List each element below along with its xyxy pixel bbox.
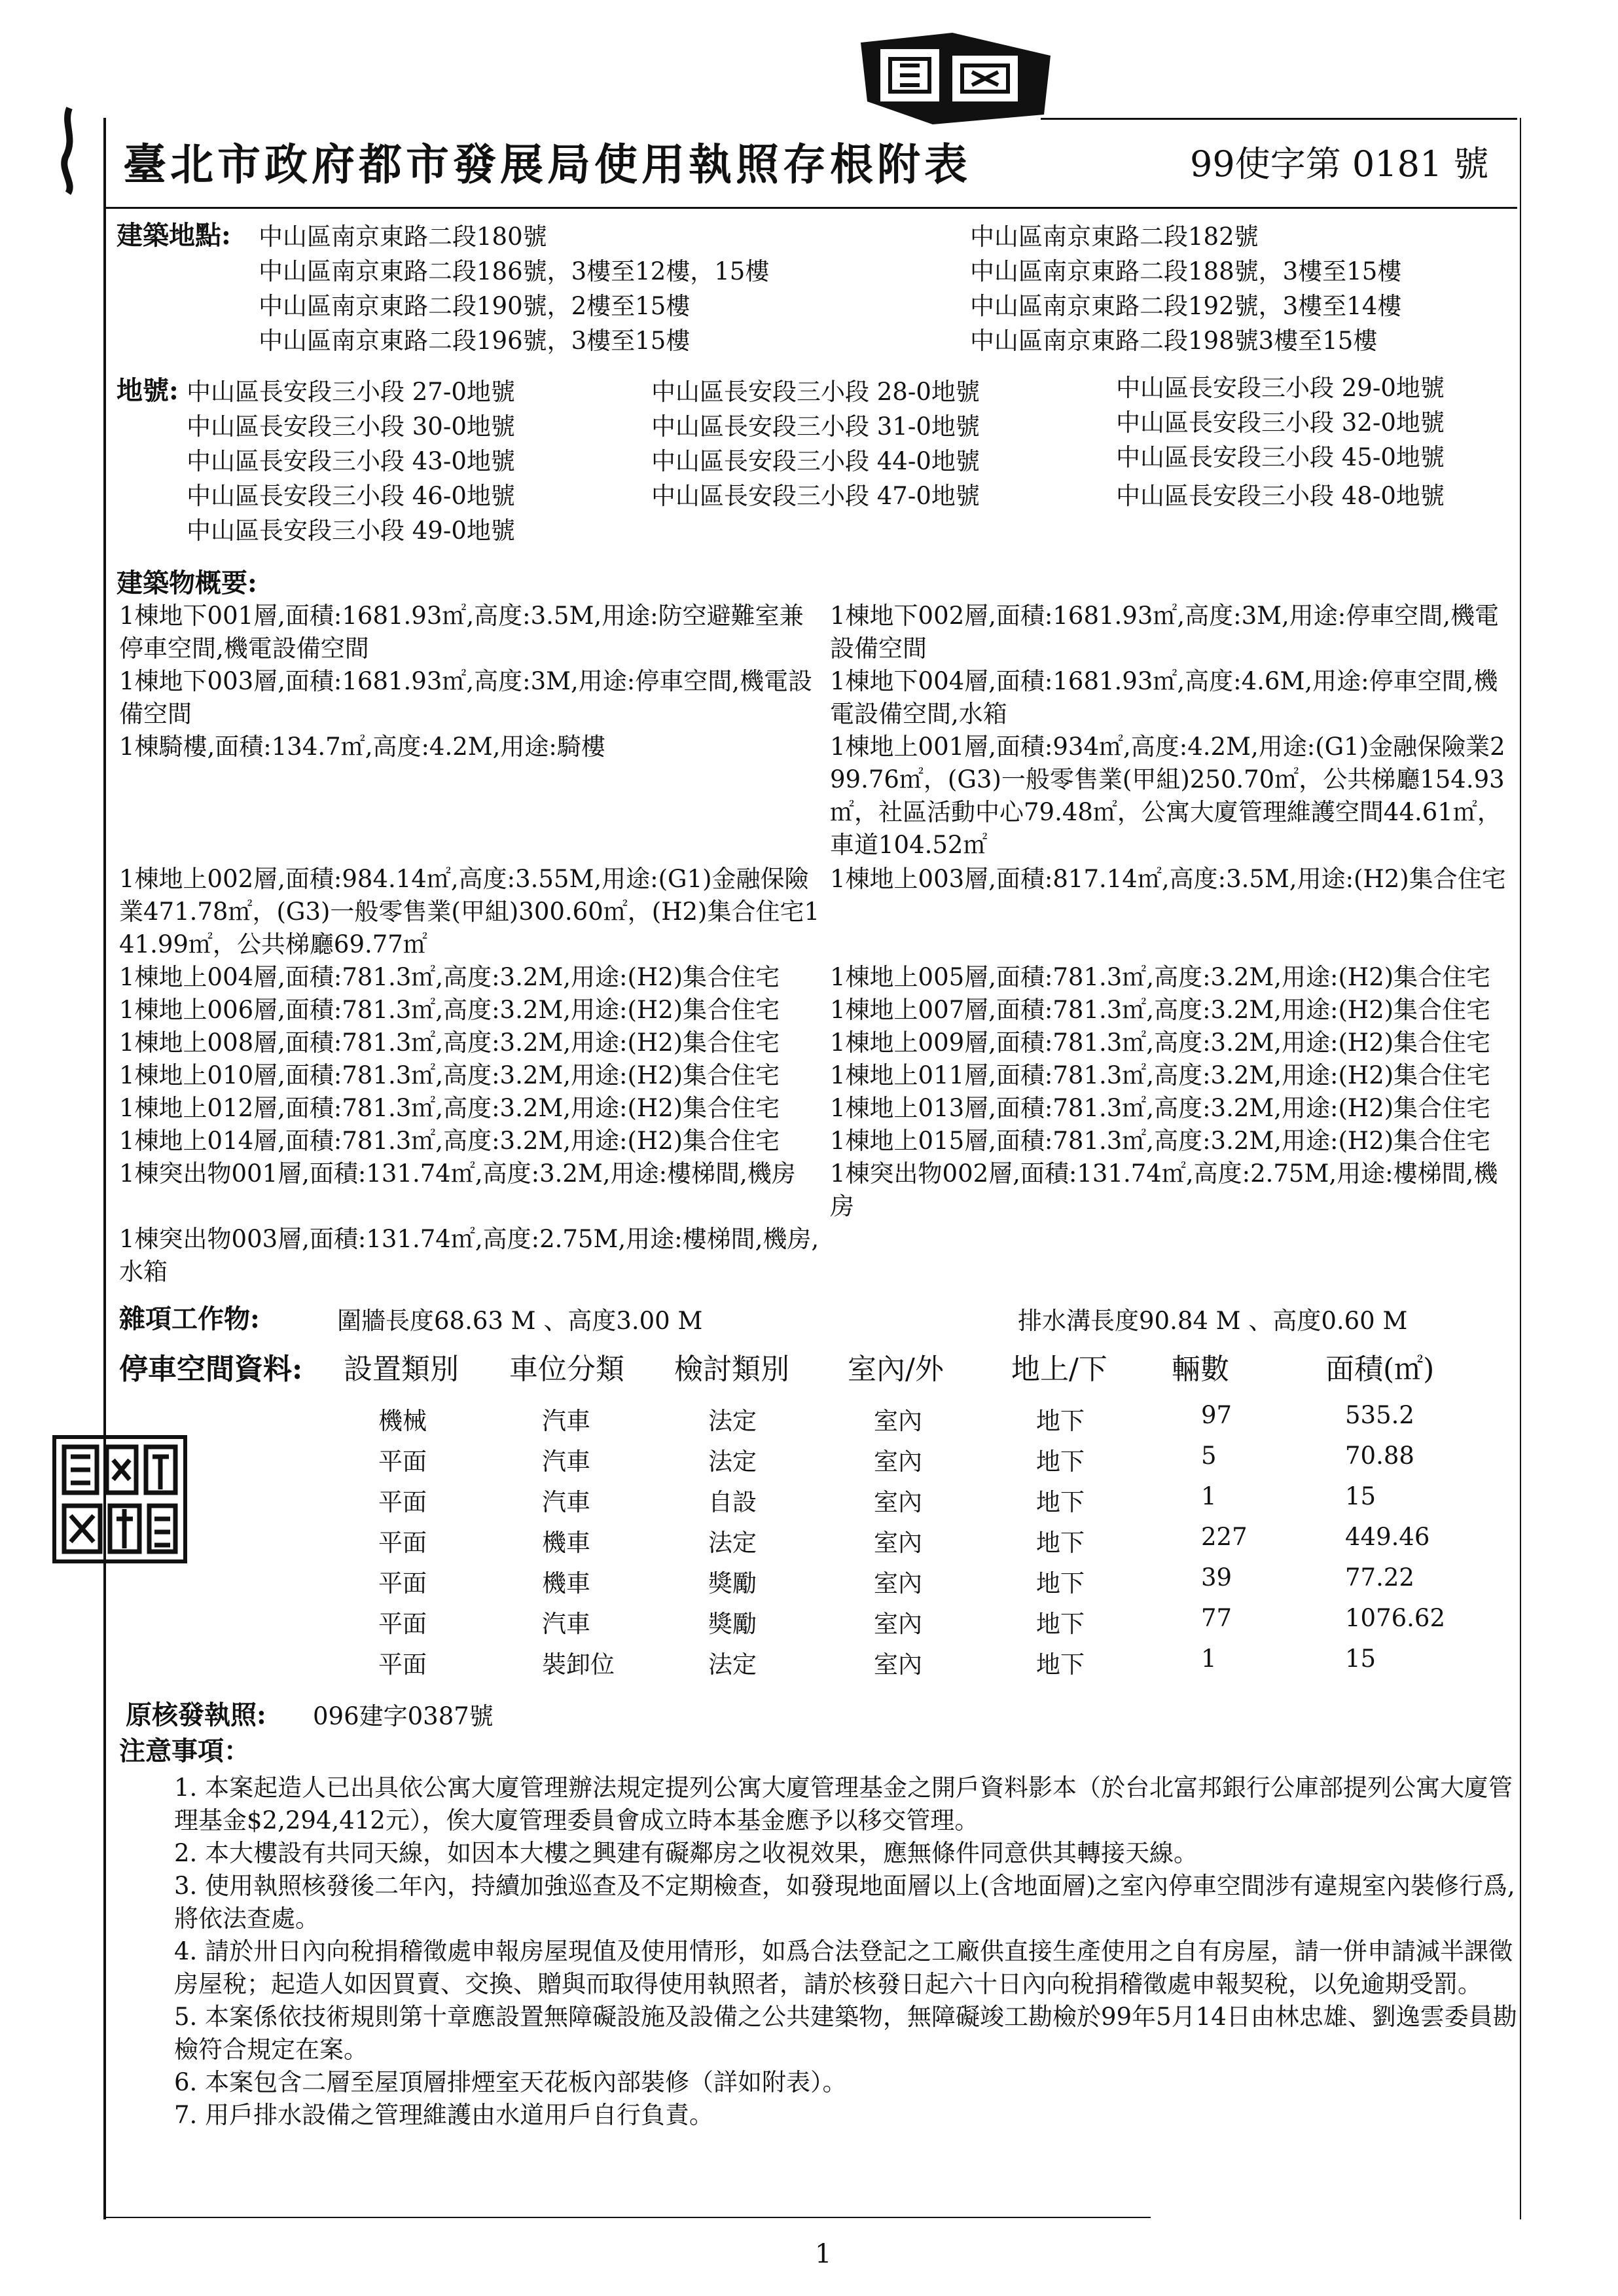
floor-5f: 1棟地上005層,面積:781.3㎡,高度:3.2M,用途:(H2)集合住宅: [830, 963, 1491, 991]
parking-cell-area: 15: [1345, 1645, 1376, 1673]
floor-6f: 1棟地上006層,面積:781.3㎡,高度:3.2M,用途:(H2)集合住宅: [119, 996, 780, 1024]
parking-cell-class: 汽車: [542, 1610, 590, 1638]
floor-3f: 1棟地上003層,面積:817.14㎡,高度:3.5M,用途:(H2)集合住宅: [830, 865, 1506, 893]
site-address-right-2: 中山區南京東路二段188號，3樓至15樓: [970, 257, 1402, 285]
lot-c1-1: 中山區長安段三小段 27-0地號: [187, 378, 515, 406]
parking-cell-class: 汽車: [542, 1448, 590, 1476]
floor-b1: 1棟地下001層,面積:1681.93㎡,高度:3.5M,用途:防空避難室兼停車空間,機電設備空間: [119, 602, 804, 663]
note-item: 5. 本案係依技術規則第十章應設置無障礙設施及設備之公共建築物，無障礙竣工勘檢於99年5月14日由林忠雄、劉逸雲委員勘檢符合規定在案。: [174, 2003, 1517, 2064]
site-address-right-4: 中山區南京東路二段198號3樓至15樓: [970, 327, 1378, 355]
lot-c2-2: 中山區長安段三小段 31-0地號: [651, 412, 980, 441]
parking-cell-class: 汽車: [542, 1488, 590, 1516]
parking-cell-type: 機械: [378, 1407, 427, 1435]
lot-c2-1: 中山區長安段三小段 28-0地號: [651, 378, 980, 406]
parking-cell-area: 535.2: [1345, 1401, 1414, 1429]
parking-cell-level: 地下: [1036, 1529, 1085, 1557]
note-item: 1. 本案起造人已出具依公寓大廈管理辦法規定提列公寓大廈管理基金之開戶資料影本（於台北富邦銀行公庫部提列公寓大廈管理基金$2,294,412元），俟大廈管理委員會成立時本基金應予以移交管理。: [174, 1774, 1513, 1834]
floor-15f: 1棟地上015層,面積:781.3㎡,高度:3.2M,用途:(H2)集合住宅: [830, 1127, 1491, 1155]
lot-c3-4: 中山區長安段三小段 48-0地號: [1116, 482, 1445, 510]
floor-1f: 1棟地上001層,面積:934㎡,高度:4.2M,用途:(G1)金融保險業299.76㎡，(G3)一般零售業(甲組)250.70㎡，公共梯廳154.93㎡，社區活動中心79.48㎡，公寓大廈管理維護空間44.61㎡，車道104.52㎡: [830, 733, 1505, 859]
parking-cell-level: 地下: [1036, 1488, 1085, 1516]
parking-cell-area: 15: [1345, 1482, 1376, 1510]
parking-cell-class: 機車: [542, 1529, 590, 1557]
site-address-right-1: 中山區南京東路二段182號: [970, 223, 1259, 251]
parking-cell-review: 法定: [708, 1650, 757, 1679]
floor-ph3: 1棟突出物003層,面積:131.74㎡,高度:2.75M,用途:樓梯間,機房,水箱: [119, 1225, 819, 1286]
misc-label: 雜項工作物:: [119, 1303, 260, 1334]
parking-header-indoor: 室內/外: [848, 1353, 944, 1386]
floor-12f: 1棟地上012層,面積:781.3㎡,高度:3.2M,用途:(H2)集合住宅: [119, 1094, 780, 1122]
overview-label: 建築物概要:: [117, 568, 257, 598]
floor-b2: 1棟地下002層,面積:1681.93㎡,高度:3M,用途:停車空間,機電設備空間: [830, 602, 1500, 663]
parking-cell-count: 1: [1201, 1482, 1217, 1510]
floor-13f: 1棟地上013層,面積:781.3㎡,高度:3.2M,用途:(H2)集合住宅: [830, 1094, 1491, 1122]
floor-2f: 1棟地上002層,面積:984.14㎡,高度:3.55M,用途:(G1)金融保險業471.78㎡，(G3)一般零售業(甲組)300.60㎡，(H2)集合住宅141.99㎡，公共梯廳69.77㎡: [119, 865, 819, 958]
parking-cell-type: 平面: [378, 1529, 427, 1557]
parking-cell-class: 汽車: [542, 1407, 590, 1435]
parking-cell-count: 39: [1201, 1563, 1232, 1592]
parking-cell-type: 平面: [378, 1569, 427, 1597]
parking-cell-area: 1076.62: [1345, 1604, 1446, 1632]
note-item: 2. 本大樓設有共同天線，如因本大樓之興建有礙鄰房之收視效果，應無條件同意供其轉接天線。: [174, 1839, 1198, 1867]
parking-cell-review: 自設: [708, 1488, 757, 1516]
floor-ph2: 1棟突出物002層,面積:131.74㎡,高度:2.75M,用途:樓梯間,機房: [830, 1159, 1498, 1220]
parking-cell-count: 77: [1201, 1604, 1232, 1632]
parking-header-area: 面積(㎡): [1325, 1353, 1435, 1386]
notes-list: [144, 1772, 1519, 2132]
parking-cell-level: 地下: [1036, 1448, 1085, 1476]
parking-cell-area: 77.22: [1345, 1563, 1414, 1592]
floor-ph1: 1棟突出物001層,面積:131.74㎡,高度:3.2M,用途:樓梯間,機房: [119, 1159, 796, 1188]
lot-c3-2: 中山區長安段三小段 32-0地號: [1116, 409, 1445, 437]
parking-header-type: 設置類別: [344, 1353, 459, 1386]
parking-cell-indoor: 室內: [874, 1529, 922, 1557]
lot-c3-1: 中山區長安段三小段 29-0地號: [1116, 374, 1445, 402]
parking-cell-review: 獎勵: [708, 1610, 757, 1638]
note-item: 6. 本案包含二層至屋頂層排煙室天花板內部裝修（詳如附表）。: [174, 2068, 847, 2096]
parking-header-review: 檢討類別: [674, 1353, 789, 1386]
parking-header-class: 車位分類: [509, 1353, 624, 1386]
floor-10f: 1棟地上010層,面積:781.3㎡,高度:3.2M,用途:(H2)集合住宅: [119, 1061, 780, 1089]
parking-cell-area: 449.46: [1345, 1523, 1430, 1551]
lot-c1-2: 中山區長安段三小段 30-0地號: [187, 412, 515, 441]
parking-cell-review: 法定: [708, 1448, 757, 1476]
page-title: 臺北市政府都市發展局使用執照存根附表: [123, 139, 971, 190]
header-rule: [103, 207, 1517, 209]
notes-label: 注意事項：: [119, 1736, 250, 1766]
floor-arcade: 1棟騎樓,面積:134.7㎡,高度:4.2M,用途:騎樓: [119, 733, 605, 761]
parking-cell-indoor: 室內: [874, 1569, 922, 1597]
parking-cell-level: 地下: [1036, 1407, 1085, 1435]
original-permit-value: 096建字0387號: [313, 1702, 494, 1730]
parking-cell-indoor: 室內: [874, 1488, 922, 1516]
parking-cell-indoor: 室內: [874, 1448, 922, 1476]
floor-11f: 1棟地上011層,面積:781.3㎡,高度:3.2M,用途:(H2)集合住宅: [830, 1061, 1491, 1089]
floor-8f: 1棟地上008層,面積:781.3㎡,高度:3.2M,用途:(H2)集合住宅: [119, 1029, 780, 1057]
parking-cell-indoor: 室內: [874, 1610, 922, 1638]
lot-c2-4: 中山區長安段三小段 47-0地號: [651, 482, 980, 510]
floor-b3: 1棟地下003層,面積:1681.93㎡,高度:3M,用途:停車空間,機電設備空間: [119, 667, 813, 728]
lot-c1-5: 中山區長安段三小段 49-0地號: [187, 517, 515, 545]
parking-cell-review: 獎勵: [708, 1569, 757, 1597]
lot-c2-3: 中山區長安段三小段 44-0地號: [651, 447, 980, 475]
top-seal-stamp-icon: [854, 29, 1064, 128]
parking-cell-count: 97: [1201, 1401, 1232, 1429]
parking-cell-class: 機車: [542, 1569, 590, 1597]
lot-c1-4: 中山區長安段三小段 46-0地號: [187, 482, 515, 510]
parking-cell-review: 法定: [708, 1529, 757, 1557]
parking-cell-indoor: 室內: [874, 1407, 922, 1435]
parking-cell-type: 平面: [378, 1610, 427, 1638]
parking-cell-count: 227: [1201, 1523, 1248, 1551]
left-seal-stamp-icon: [51, 1434, 189, 1565]
binding-mark-icon: [56, 105, 82, 196]
floor-b4: 1棟地下004層,面積:1681.93㎡,高度:4.6M,用途:停車空間,機電設備空間,水箱: [830, 667, 1498, 728]
floor-4f: 1棟地上004層,面積:781.3㎡,高度:3.2M,用途:(H2)集合住宅: [119, 963, 780, 991]
parking-cell-count: 1: [1201, 1645, 1217, 1673]
parking-cell-area: 70.88: [1345, 1442, 1414, 1470]
parking-cell-count: 5: [1201, 1442, 1217, 1470]
bottom-rule: [103, 2217, 1151, 2218]
parking-header-level: 地上/下: [1011, 1353, 1107, 1386]
misc-wall: 圍牆長度68.63 M 、高度3.00 M: [337, 1307, 703, 1335]
header-top-rule: [1041, 118, 1517, 120]
parking-cell-type: 平面: [378, 1448, 427, 1476]
site-address-left-3: 中山區南京東路二段190號，2樓至15樓: [259, 292, 691, 320]
floor-7f: 1棟地上007層,面積:781.3㎡,高度:3.2M,用途:(H2)集合住宅: [830, 996, 1491, 1024]
site-address-left-4: 中山區南京東路二段196號，3樓至15樓: [259, 327, 691, 355]
note-item: 7. 用戶排水設備之管理維護由水道用戶自行負責。: [174, 2101, 714, 2129]
parking-label: 停車空間資料:: [119, 1353, 303, 1386]
parking-cell-level: 地下: [1036, 1650, 1085, 1679]
parking-header-count: 輛數: [1172, 1353, 1229, 1386]
parking-cell-level: 地下: [1036, 1569, 1085, 1597]
parking-cell-indoor: 室內: [874, 1650, 922, 1679]
site-address-left-1: 中山區南京東路二段180號: [259, 223, 547, 251]
lot-label: 地號:: [117, 375, 179, 406]
misc-ditch: 排水溝長度90.84 M 、高度0.60 M: [1018, 1307, 1408, 1335]
floor-14f: 1棟地上014層,面積:781.3㎡,高度:3.2M,用途:(H2)集合住宅: [119, 1127, 780, 1155]
parking-cell-level: 地下: [1036, 1610, 1085, 1638]
site-address-right-3: 中山區南京東路二段192號，3樓至14樓: [970, 292, 1402, 320]
lot-c3-3: 中山區長安段三小段 45-0地號: [1116, 443, 1445, 471]
floor-9f: 1棟地上009層,面積:781.3㎡,高度:3.2M,用途:(H2)集合住宅: [830, 1029, 1491, 1057]
site-address-left-2: 中山區南京東路二段186號，3樓至12樓，15樓: [259, 257, 770, 285]
note-item: 3. 使用執照核發後二年內，持續加強巡查及不定期檢查，如發現地面層以上(含地面層)之室內停車空間涉有違規室內裝修行爲,將依法查處。: [174, 1872, 1515, 1933]
parking-cell-review: 法定: [708, 1407, 757, 1435]
page-number: 1: [815, 2239, 832, 2269]
parking-cell-type: 平面: [378, 1488, 427, 1516]
original-permit-label: 原核發執照:: [126, 1700, 266, 1730]
parking-cell-class: 裝卸位: [542, 1650, 615, 1679]
lot-c1-3: 中山區長安段三小段 43-0地號: [187, 447, 515, 475]
permit-number: 99使字第 0181 號: [1190, 143, 1489, 185]
site-label: 建築地點:: [117, 220, 231, 251]
note-item: 4. 請於卅日內向稅捐稽徵處申報房屋現值及使用情形，如爲合法登記之工廠供直接生產使用之自有房屋，請一併申請減半課徵房屋稅；起造人如因買賣、交換、贈與而取得使用執照者，請於核發日起六十日內向稅捐稽徵處申報契稅，以免逾期受罰。: [174, 1937, 1513, 1998]
parking-cell-type: 平面: [378, 1650, 427, 1679]
